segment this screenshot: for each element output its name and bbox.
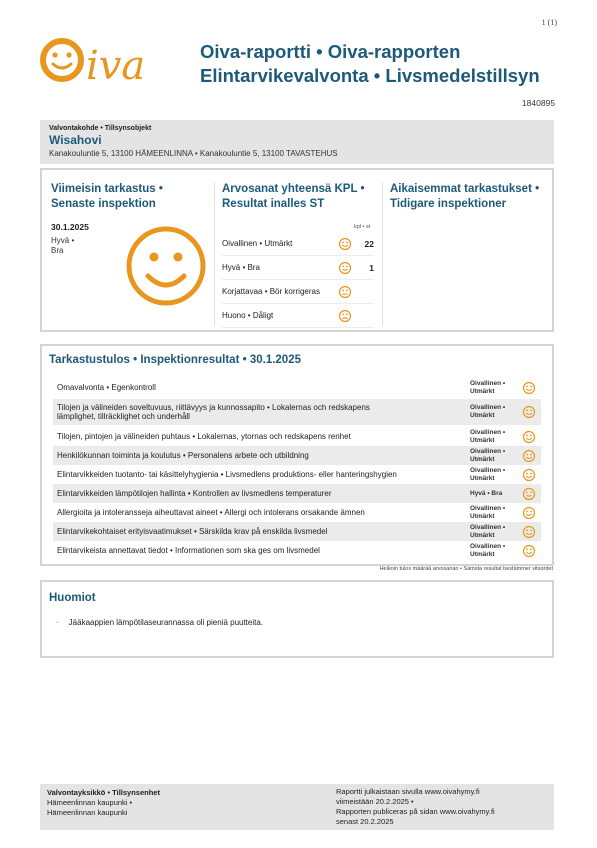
result-label	[53, 383, 470, 392]
result-grade	[470, 380, 522, 396]
publish-line: Rapporten publiceras på sidan www.oivahymy.fi	[336, 807, 495, 816]
result-label-line: Henkilökunnan toiminta ja koulutus • Personalens arbete och utbildning	[57, 451, 309, 460]
notes-item	[56, 618, 263, 627]
grade-row-excellent	[222, 232, 374, 256]
publish-line: senast 20.2.2025	[336, 817, 394, 826]
target-label: Valvontakohde • Tillsynsobjekt	[49, 125, 152, 132]
result-grade-line: Oivallinen •	[470, 404, 506, 411]
results-footnote: Heikoin tulos määrää arvosanan • Sämsta resultat bestämmer vitsordet	[379, 566, 553, 572]
grade-label: Hyvä • Bra	[222, 263, 260, 272]
latest-grade-fi: Hyvä •	[51, 236, 75, 245]
result-label	[53, 451, 470, 460]
target-name: Wisahovi	[49, 133, 102, 147]
grade-row-good	[222, 256, 374, 280]
bullet-icon: ·	[56, 618, 59, 627]
smile-icon	[522, 506, 536, 520]
result-label-line: Tilojen, pintojen ja välineiden puhtaus • Lokalernas, ytornas och redskapens renhet	[57, 432, 351, 441]
result-label-line: Tilojen ja välineiden soveltuvuus, riittävyys ja kunnossapito • Lokalernas och redskapens	[57, 403, 370, 412]
grade-label: Korjattavaa • Bör korrigeras	[222, 287, 320, 296]
grade-count: 22	[364, 238, 374, 249]
result-grade	[470, 404, 522, 420]
page-number: 1 (1)	[541, 18, 557, 27]
result-grade	[470, 448, 522, 464]
result-label	[53, 470, 470, 479]
big-smile-icon	[124, 224, 208, 308]
smile-icon	[522, 525, 536, 539]
unit-label: Valvontayksikkö • Tillsynsenhet	[47, 788, 160, 797]
result-label	[53, 403, 470, 421]
notes-title: Huomiot	[49, 592, 96, 604]
publication-info	[336, 787, 546, 827]
result-grade-line: Oivallinen •	[470, 379, 506, 387]
result-grade-line: Oivallinen •	[470, 447, 506, 455]
result-label	[53, 432, 470, 441]
count-unit: kpl • st	[354, 224, 371, 230]
previous-heading-sv: Tidigare inspektioner	[390, 198, 507, 210]
grade-label: Huono • Dåligt	[222, 311, 274, 320]
report-title	[200, 40, 540, 88]
result-grade-line: Utmärkt	[470, 387, 495, 395]
totals-heading-fi: Arvosanat yhteensä KPL •	[222, 183, 365, 195]
result-label-line: Elintarvikekohtaiset erityisvaatimukset • Särskilda krav på enskilda livsmedel	[57, 527, 328, 536]
latest-inspection-heading	[51, 182, 163, 212]
result-row	[53, 427, 541, 446]
smile-icon	[522, 544, 536, 558]
results-title: Tarkastustulos • Inspektionresultat • 30.1.2025	[49, 354, 301, 366]
latest-inspection-date: 30.1.2025	[51, 222, 89, 232]
inspection-target	[40, 120, 554, 164]
report-title-line2: Elintarvikevalvonta • Livsmedelstillsyn	[200, 65, 540, 86]
result-grade	[470, 505, 522, 521]
result-grade-line: Oivallinen •	[470, 466, 506, 474]
target-address: Kanakouluntie 5, 13100 HÄMEENLINNA • Kanakouluntie 5, 13100 TAVASTEHUS	[49, 149, 338, 158]
publish-line: viimeistään 20.2.2025 •	[336, 797, 414, 806]
result-row	[53, 378, 541, 397]
grade-row-poor	[222, 304, 374, 328]
unit-line: Hämeenlinnan kaupunki	[47, 808, 128, 817]
supervising-unit	[47, 788, 317, 818]
result-label	[53, 527, 470, 536]
smile-icon	[338, 237, 352, 251]
result-label	[53, 489, 470, 498]
result-label-line: Omavalvonta • Egenkontroll	[57, 383, 156, 392]
latest-inspection-heading-fi: Viimeisin tarkastus •	[51, 183, 163, 195]
notes-panel	[40, 580, 554, 658]
summary-panel	[40, 168, 554, 332]
smile-icon	[522, 430, 536, 444]
result-grade-line: Utmärkt	[470, 531, 495, 539]
totals-heading	[222, 182, 365, 212]
result-row	[53, 484, 541, 503]
result-grade-line: Utmärkt	[470, 436, 495, 444]
smile-icon	[522, 468, 536, 482]
result-grade-line: Utmärkt	[470, 512, 495, 520]
latest-inspection-heading-sv: Senaste inspektion	[51, 198, 156, 210]
result-label-line: Elintarvikkeiden lämpötilojen hallinta • Kontrollen av livsmedlens temperaturer	[57, 489, 332, 498]
smile-icon	[522, 449, 536, 463]
document-id: 1840895	[521, 98, 555, 108]
result-row	[53, 503, 541, 522]
result-grade	[470, 490, 522, 498]
result-row	[53, 541, 541, 560]
result-label-line: Allergioita ja intoleransseja aiheuttavat aineet • Allergi och intolerans orsakande ämnen	[57, 508, 365, 517]
result-grade-line: Oivallinen •	[470, 523, 506, 531]
result-grade-line: Oivallinen •	[470, 504, 506, 512]
smile-icon	[522, 381, 536, 395]
smile-icon	[522, 487, 536, 501]
result-label	[53, 508, 470, 517]
result-grade-line: Utmärkt	[470, 412, 495, 419]
result-grade-line: Oivallinen •	[470, 542, 506, 550]
result-grade-line: Utmärkt	[470, 550, 495, 558]
inspection-results-panel	[40, 344, 554, 566]
latest-inspection-grade	[51, 236, 74, 256]
result-grade-line: Utmärkt	[470, 455, 495, 463]
smile-icon	[522, 405, 536, 419]
result-row	[53, 522, 541, 541]
result-grade	[470, 524, 522, 540]
sad-face-icon	[338, 309, 352, 323]
previous-heading-fi: Aikaisemmat tarkastukset •	[390, 183, 540, 195]
grade-row-to-correct	[222, 280, 374, 304]
result-grade	[470, 467, 522, 483]
result-label-line: lämplighet, tillräcklighet och underhåll	[57, 412, 190, 421]
previous-inspections-heading	[390, 182, 539, 212]
result-grade-line: Hyvä • Bra	[470, 489, 503, 497]
grade-count: 1	[369, 262, 374, 273]
footer	[40, 784, 554, 830]
result-label	[53, 546, 470, 555]
result-grade-line: Utmärkt	[470, 474, 495, 482]
notes-item-text: Jääkaappien lämpötilaseurannassa oli pieniä puutteita.	[68, 618, 264, 627]
result-row	[53, 465, 541, 484]
result-row	[53, 446, 541, 465]
result-grade-line: Oivallinen •	[470, 428, 506, 436]
publish-line: Raportti julkaistaan sivulla www.oivahymy.fi	[336, 787, 480, 796]
unit-line: Hämeenlinnan kaupunki •	[47, 798, 133, 807]
column-divider	[382, 182, 383, 326]
totals-heading-sv: Resultat inalles ST	[222, 198, 325, 210]
result-grade	[470, 543, 522, 559]
column-divider	[214, 182, 215, 326]
grade-label: Oivallinen • Utmärkt	[222, 239, 293, 248]
svg-text:iva: iva	[86, 43, 146, 86]
neutral-face-icon	[338, 285, 352, 299]
result-label-line: Elintarvikkeiden tuotanto- tai käsittelyhygienia • Livsmedlens produktions- eller hanteringshygien	[57, 470, 397, 479]
smile-icon	[338, 261, 352, 275]
report-title-line1: Oiva-raportti • Oiva-rapporten	[200, 41, 461, 62]
result-grade	[470, 429, 522, 445]
result-row	[53, 399, 541, 425]
oiva-logo	[38, 34, 183, 86]
latest-grade-sv: Bra	[51, 246, 64, 255]
result-label-line: Elintarvikeista annettavat tiedot • Informationen som ska ges om livsmedel	[57, 546, 320, 555]
